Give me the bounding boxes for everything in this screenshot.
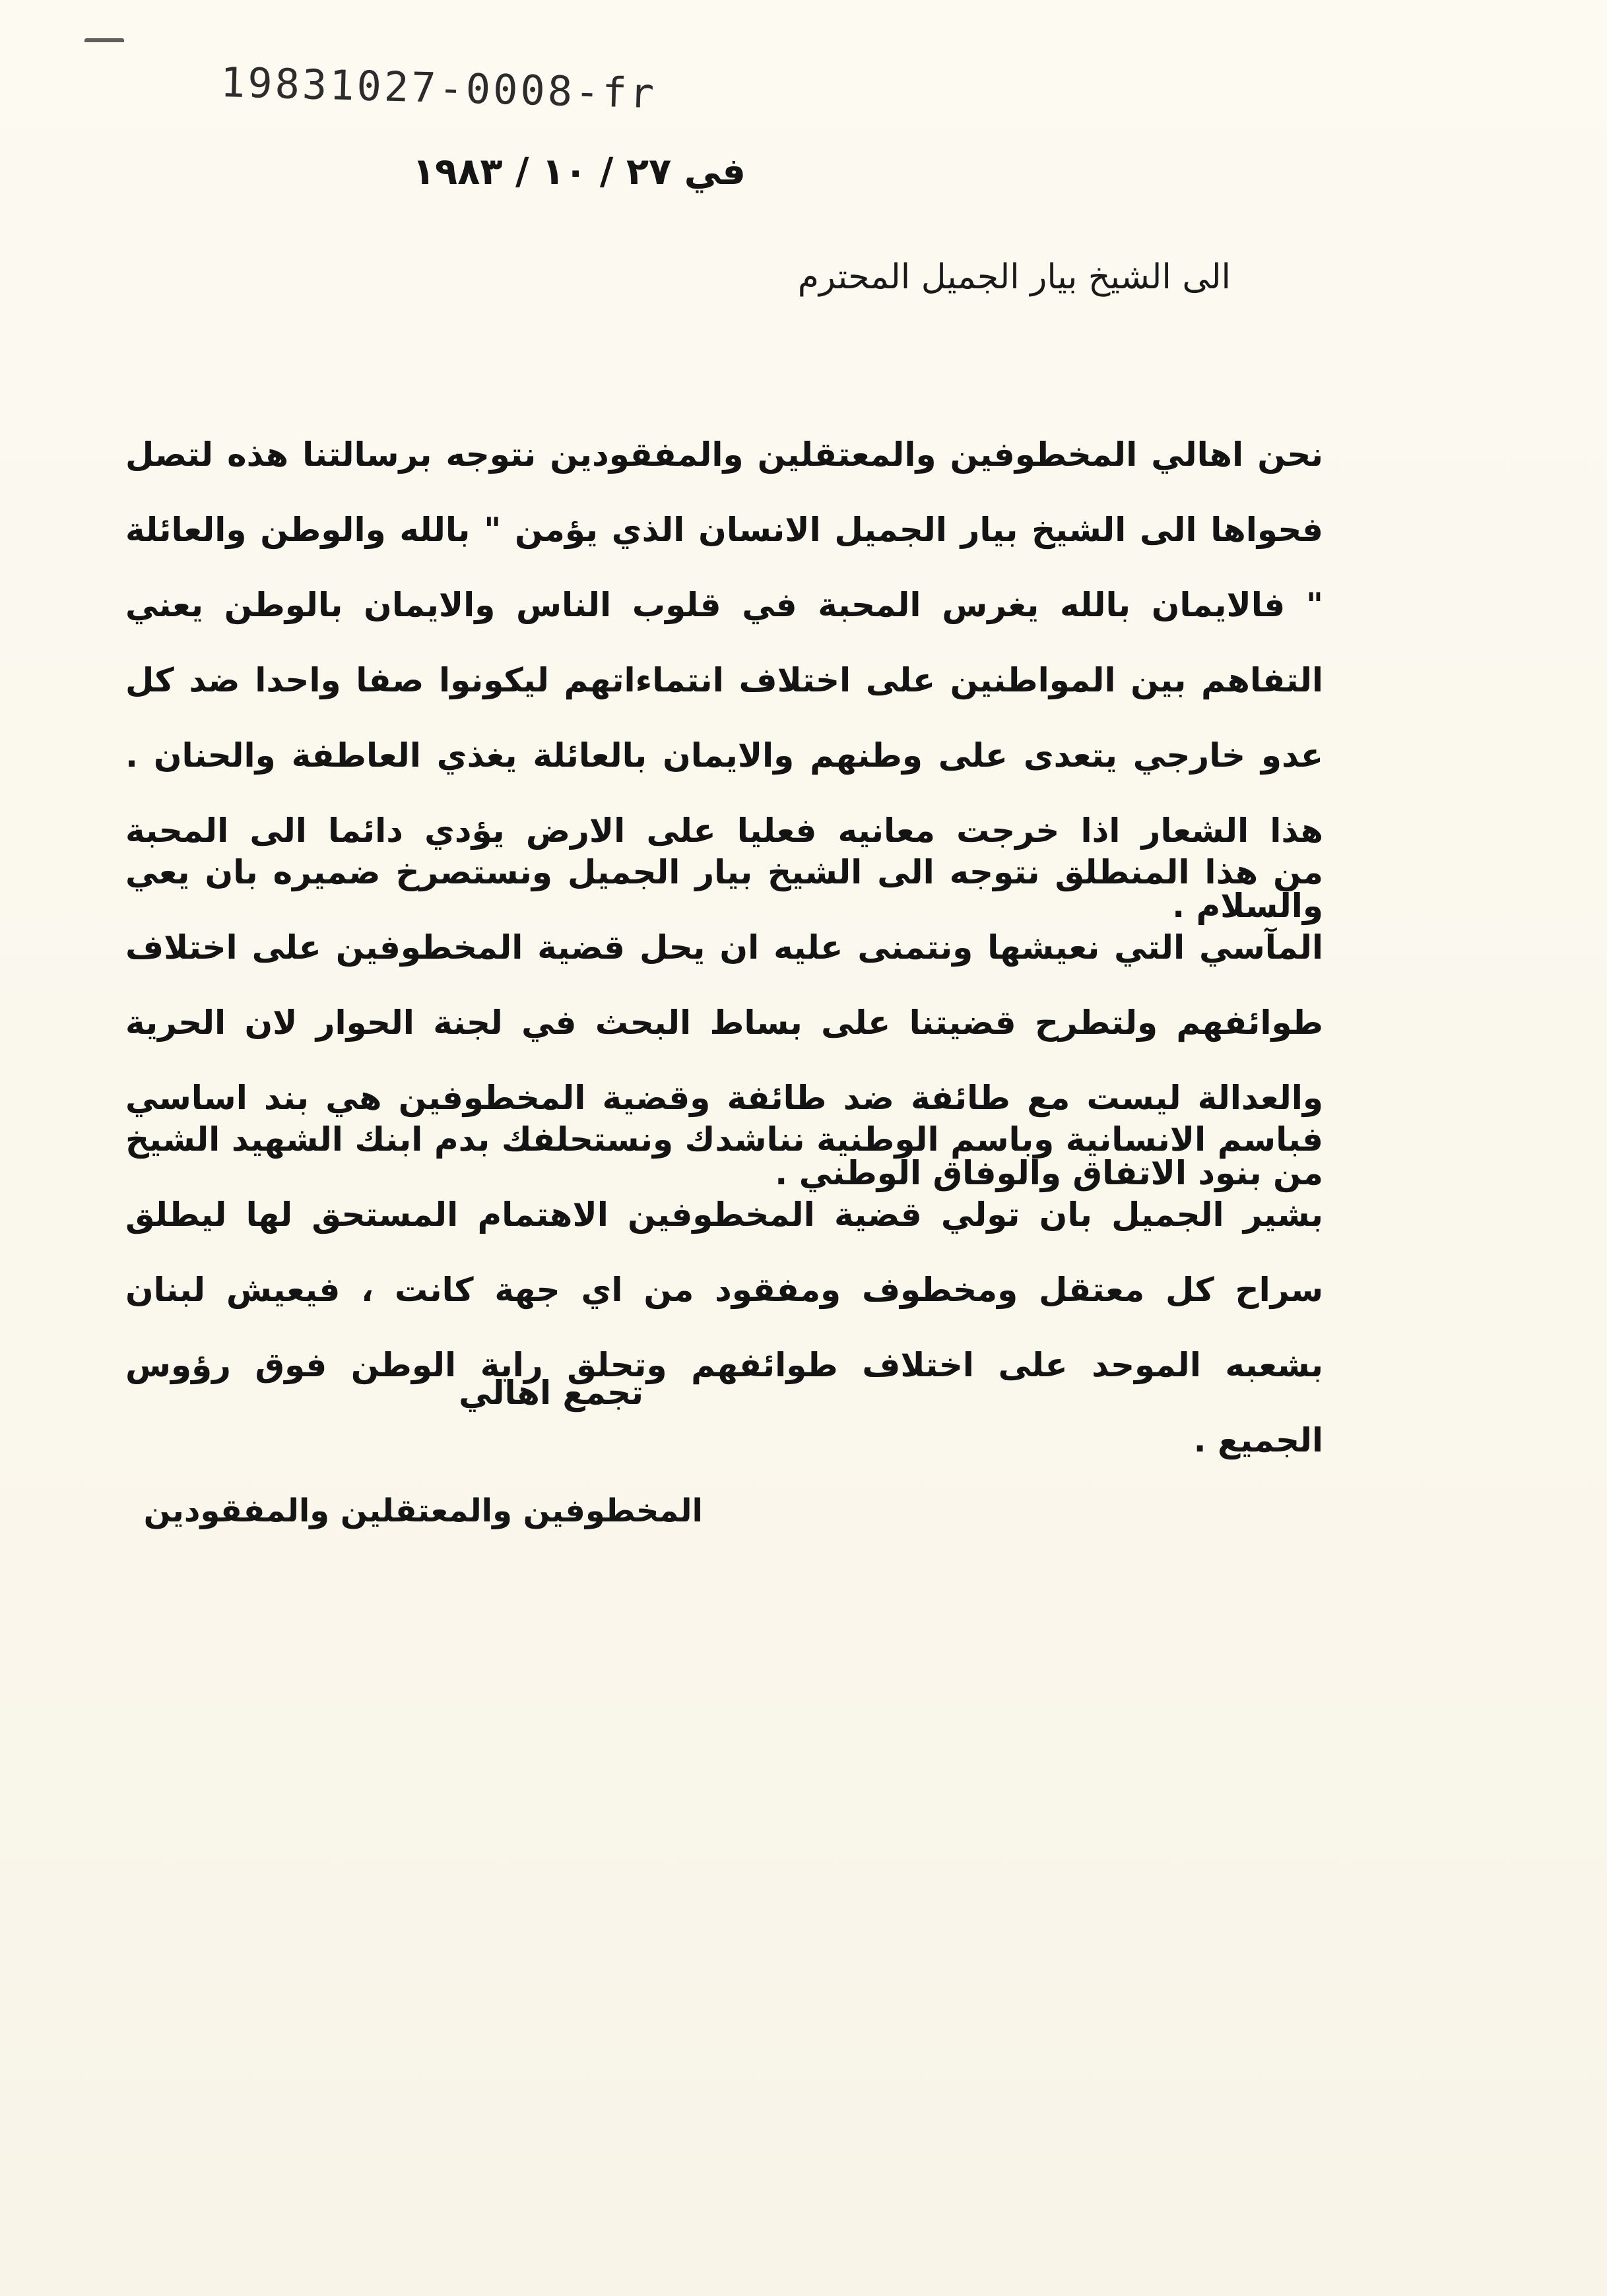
letter-date: في ٢٧ / ١٠ / ١٩٨٣ — [412, 150, 746, 193]
letter-salutation: الى الشيخ بيار الجميل المحترم — [797, 257, 1231, 297]
letter-paragraph-2: من هذا المنطلق نتوجه الى الشيخ بيار الجميل ونستصرخ ضميره بان يعي المآسي التي نعيشها ونتمنى عليه ان يحل قضية المخطوفين على اختلاف طوائفهم ولتطرح قضيتنا على بساط البحث في لجنة الحوار لان الحرية والعدالة ليست مع طائفة ضد طائفة وقضية المخطوفين هي بند اساسي من بنود الاتفاق والوفاق الوطني . — [125, 853, 1323, 1192]
signature-title: تجمع اهالي — [459, 1374, 643, 1412]
scan-edge-mark — [84, 38, 124, 50]
signature-organization: المخطوفين والمعتقلين والمفقودين — [143, 1492, 703, 1529]
archive-reference-number: 19831027-0008-fr — [220, 58, 658, 118]
letter-paragraph-3: فباسم الانسانية وباسم الوطنية نناشدك ونستحلفك بدم ابنك الشهيد الشيخ بشير الجميل بان تولي قضية المخطوفين الاهتمام المستحق لها ليطلق سراح كل معتقل ومخطوف ومفقود من اي جهة كانت ، فيعيش لبنان بشعبه الموحد على اختلاف طوائفهم وتحلق راية الوطن فوق رؤوس الجميع . — [125, 1120, 1323, 1459]
letter-paragraph-1: نحن اهالي المخطوفين والمعتقلين والمفقودين نتوجه برسالتنا هذه لتصل فحواها الى الشيخ بيار الجميل الانسان الذي يؤمن " بالله والوطن والعائلة " فالايمان بالله يغرس المحبة في قلوب الناس والايمان بالوطن يعني التفاهم بين المواطنين على اختلاف انتماءاتهم ليكونوا صفا واحدا ضد كل عدو خارجي يتعدى على وطنهم والايمان بالعائلة يغذي العاطفة والحنان . هذا الشعار اذا خرجت معانيه فعليا على الارض يؤدي دائما الى المحبة والسلام . — [125, 435, 1323, 925]
